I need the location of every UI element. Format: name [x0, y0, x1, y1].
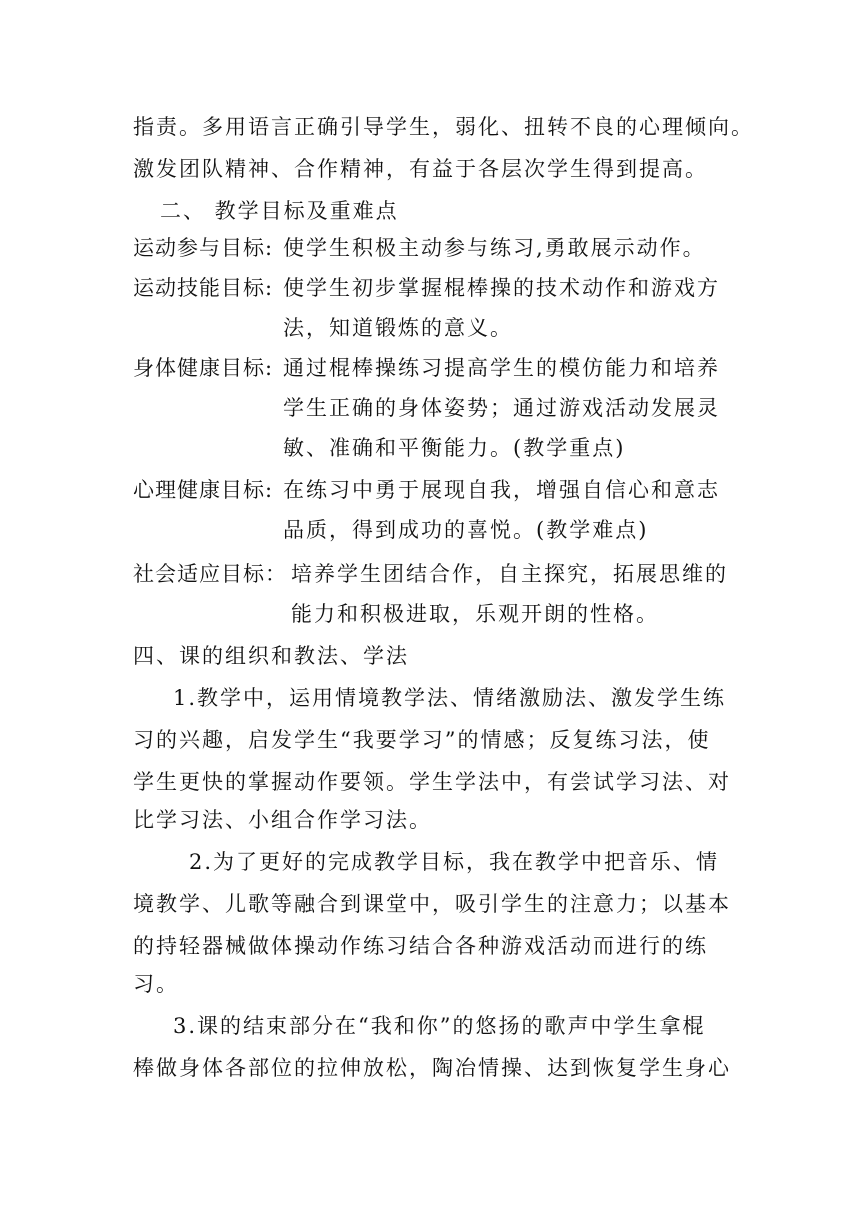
- paragraph-3-line-1: 3.课的结束部分在“我和你”的悠扬的歌声中学生拿棍: [173, 1014, 706, 1038]
- section-heading-methods: 四、课的组织和教法、学法: [133, 644, 409, 668]
- goal-label-participation: 运动参与目标:: [133, 236, 274, 260]
- goal-text-participation-1: 使学生积极主动参与练习,勇敢展示动作。: [283, 236, 706, 260]
- goal-label-social: 社会适应目标：: [133, 562, 287, 586]
- goal-text-skill-2: 法，知道锻炼的意义。: [283, 316, 513, 340]
- paragraph-2-line-1: 2.为了更好的完成教学目标，我在教学中把音乐、情: [189, 850, 720, 874]
- paragraph-1-line-3: 学生更快的掌握动作要领。学生学法中，有尝试学习法、对: [133, 770, 731, 794]
- paragraph-1-line-1: 1.教学中，运用情境教学法、情绪激励法、激发学生练: [173, 686, 727, 710]
- goal-text-skill-1: 使学生初步掌握棍棒操的技术动作和游戏方: [283, 276, 720, 300]
- goal-text-social-1: 培养学生团结合作，自主探究，拓展思维的: [291, 562, 728, 586]
- paragraph-3-line-2: 棒做身体各部位的拉伸放松，陶冶情操、达到恢复学生身心: [133, 1056, 731, 1080]
- goal-text-health-3: 敏、准确和平衡能力。(教学重点): [283, 436, 626, 460]
- paragraph-2-line-3: 的持轻器械做体操动作练习结合各种游戏活动而进行的练: [133, 934, 708, 958]
- goal-label-skill: 运动技能目标:: [133, 276, 274, 300]
- goal-text-health-2: 学生正确的身体姿势；通过游戏活动发展灵: [283, 396, 720, 420]
- goal-label-health: 身体健康目标:: [133, 356, 274, 380]
- paragraph-1-line-4: 比学习法、小组合作学习法。: [133, 808, 432, 832]
- paragraph-2-line-2: 境教学、儿歌等融合到课堂中，吸引学生的注意力；以基本: [133, 892, 731, 916]
- goal-text-health-1: 通过棍棒操练习提高学生的模仿能力和培养: [283, 356, 720, 380]
- intro-line-1: 指责。多用语言正确引导学生，弱化、扭转不良的心理倾向。: [133, 115, 754, 139]
- intro-line-2: 激发团队精神、合作精神，有益于各层次学生得到提高。: [133, 157, 708, 181]
- goal-label-mental: 心理健康目标:: [133, 478, 274, 502]
- goal-text-social-2: 能力和积极进取，乐观开朗的性格。: [291, 602, 659, 626]
- section-heading-goals: 二、 教学目标及重难点: [160, 199, 399, 223]
- goal-text-mental-2: 品质，得到成功的喜悦。(教学难点): [283, 518, 649, 542]
- paragraph-1-line-2: 习的兴趣，启发学生“我要学习”的情感；反复练习法，使: [133, 728, 711, 752]
- goal-text-mental-1: 在练习中勇于展现自我，增强自信心和意志: [283, 478, 720, 502]
- paragraph-2-line-4: 习。: [133, 972, 179, 996]
